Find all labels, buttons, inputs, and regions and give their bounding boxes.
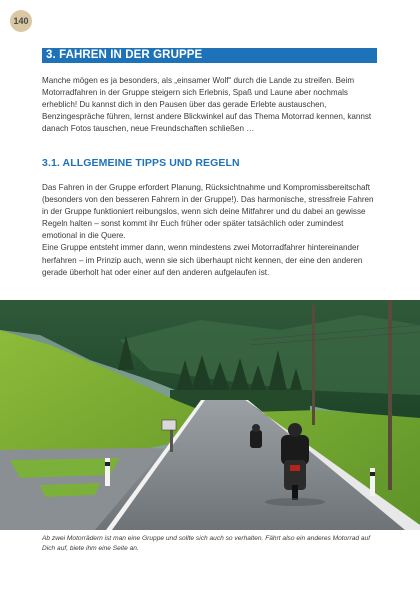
subsection-heading: 3.1. ALLGEMEINE TIPPS UND REGELN: [42, 157, 240, 169]
motorcycle-group-photo: [0, 300, 420, 530]
paragraph-2: Eine Gruppe entsteht immer dann, wenn mindestens zwei Motorradfahrer hintereinander herfahren – im Prinzip auch, wenn sie sich überhaupt nicht kennen, der eine den anderen gerade überholt hat oder einer auf den anderen aufgelaufen ist.: [42, 243, 363, 277]
intro-text: Manche mögen es ja besonders, als „einsamer Wolf“ durch die Lande zu streifen. Beim Motorradfahren in der Gruppe steigern sich Erlebnis, Spaß und Laune aber nochmals erheblich! Du kannst dich in den Pausen über das gerade Erlebte austauschen, Benzingespräche führen, lernst andere Blickwinkel auf das Thema Motorrad kennen, kannst danach Fotos tauschen, neue Freundschaften schließen …: [42, 76, 372, 134]
intro-paragraph: [42, 75, 378, 135]
page-number: 140: [10, 10, 32, 32]
paragraph-1: Das Fahren in der Gruppe erfordert Planung, Rücksichtnahme und Kompromissbereitschaft (besonders von den besseren Fahrern in der Gruppe!). Das harmonische, stressfreie Fahren in der Gruppe funktioniert reibungslos, wenn sich deine Mitfahrer und du dabei an gewisse Regeln halten – sonst kommt ihr Euch früher oder später tatsächlich oder zumindest emotional in die Quere.: [42, 183, 374, 241]
subsection-body: [42, 182, 378, 279]
photo-caption: Ab zwei Motorrädern ist man eine Gruppe und sollte sich auch so verhalten. Fährt also ein anderes Motorrad auf Dich auf, biete ihm eine Seite an.: [42, 535, 371, 552]
section-heading: 3. FAHREN IN DER GRUPPE: [42, 48, 377, 63]
